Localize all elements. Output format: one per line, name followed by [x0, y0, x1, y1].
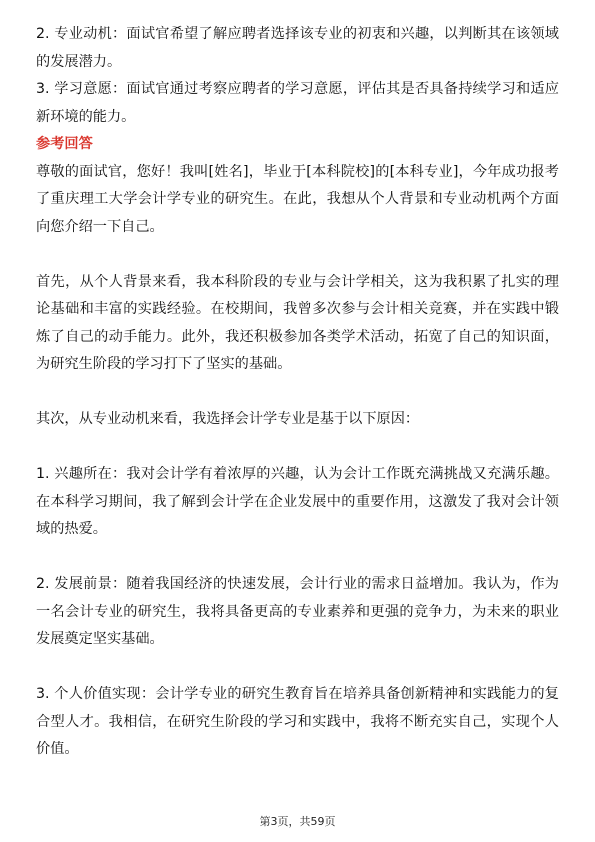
paragraph-gap — [36, 241, 559, 269]
answer-greeting-paragraph: 尊敬的面试官，您好！我叫[姓名]，毕业于[本科院校]的[本科专业]，今年成功报考了重庆理工大学会计学专业的研究生。在此，我想从个人背景和专业动机两个方面向您介绍一下自己。 — [36, 163, 559, 235]
paragraph-gap — [36, 434, 559, 462]
answer-background-paragraph: 首先，从个人背景来看，我本科阶段的专业与会计学相关，这为我积累了扎实的理论基础和丰富的实践经验。在校期间，我曾多次参与会计相关竞赛，并在实践中锻炼了自己的动手能力。此外，我还积极参加各类学术活动，拓宽了自己的知识面，为研究生阶段的学习打下了坚实的基础。 — [36, 273, 559, 372]
page-content — [36, 21, 559, 764]
paragraph-gap — [36, 379, 559, 407]
answer-motivation-intro: 其次，从专业动机来看，我选择会计学专业是基于以下原因： — [36, 411, 420, 427]
answer-point-prospects: 2. 发展前景：随着我国经济的快速发展，会计行业的需求日益增加。我认为，作为一名会计专业的研究生，我将具备更高的专业素养和更强的竞争力，为未来的职业发展奠定坚实基础。 — [36, 576, 559, 647]
intro-point-motivation: 2. 专业动机：面试官希望了解应聘者选择该专业的初衷和兴趣，以判断其在该领域的发展潜力。 — [36, 26, 559, 70]
answer-heading: 参考回答 — [36, 136, 93, 152]
paragraph-gap — [36, 654, 559, 682]
intro-point-learning: 3. 学习意愿：面试官通过考察应聘者的学习意愿，评估其是否具备持续学习和适应新环境的能力。 — [36, 81, 559, 125]
page-number-footer: 第3页，共59页 — [259, 815, 336, 828]
answer-point-interest: 1. 兴趣所在：我对会计学有着浓厚的兴趣，认为会计工作既充满挑战又充满乐趣。在本科学习期间，我了解到会计学在企业发展中的重要作用，这激发了我对会计领域的热爱。 — [36, 466, 559, 537]
answer-point-value: 3. 个人价值实现：会计学专业的研究生教育旨在培养具备创新精神和实践能力的复合型人才。我相信，在研究生阶段的学习和实践中，我将不断充实自己，实现个人价值。 — [36, 686, 559, 757]
paragraph-gap — [36, 544, 559, 572]
